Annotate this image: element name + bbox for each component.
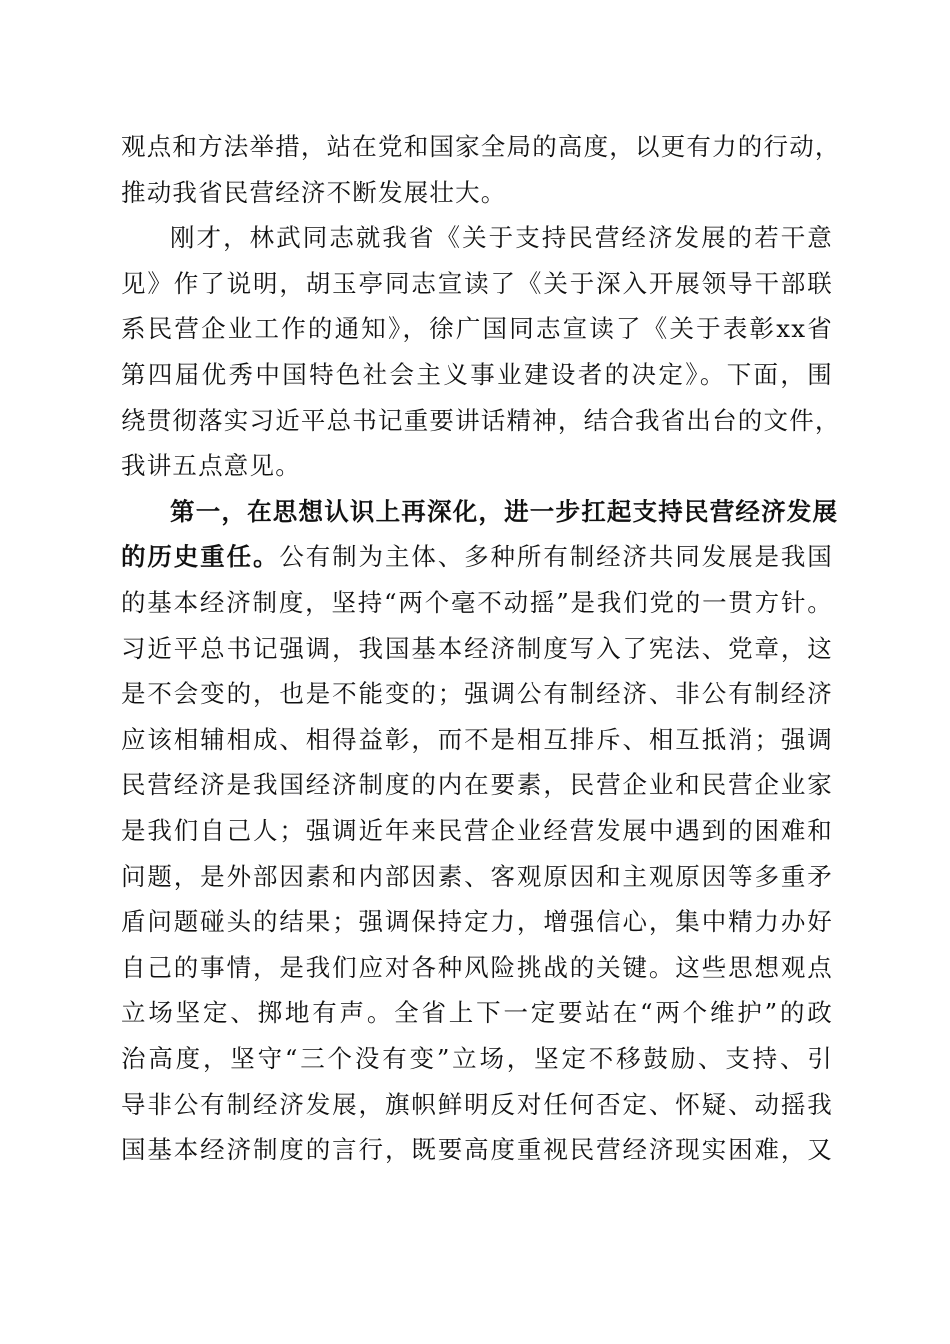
text-line — [121, 1089, 833, 1121]
body-text: 国基本经济制度的言行，既要高度重视民营经济现实困难，又 — [121, 1135, 833, 1164]
body-text: 民营经济是我国经济制度的内在要素，民营企业和民营企业家 — [121, 770, 833, 799]
text-line — [121, 1043, 833, 1075]
text-line — [121, 997, 833, 1029]
text-line — [121, 313, 833, 345]
body-text: 公有制为主体、多种所有制经济共同发展是我国 — [279, 542, 833, 571]
text-line — [121, 177, 507, 209]
text-line — [121, 724, 833, 756]
text-line — [121, 131, 841, 163]
text-line — [121, 769, 833, 801]
body-text: 系民营企业工作的通知》，徐广国同志宣读了《关于表彰xx省 — [121, 314, 833, 343]
text-line — [121, 952, 833, 984]
body-text: 应该相辅相成、相得益彰，而不是相互排斥、相互抵消；强调 — [121, 725, 833, 754]
text-line — [121, 405, 841, 437]
bold-heading-text: 第一，在思想认识上再深化，进一步扛起支持民营经济发展 — [170, 497, 839, 526]
body-text: 盾问题碰头的结果；强调保持定力，增强信心，集中精力办好 — [121, 907, 833, 936]
body-text: 治高度，坚守“三个没有变”立场，坚定不移鼓励、支持、引 — [121, 1044, 833, 1073]
body-text: 我讲五点意见。 — [121, 451, 301, 480]
text-line — [121, 541, 833, 573]
text-line — [121, 678, 833, 710]
body-text: 观点和方法举措，站在党和国家全局的高度，以更有力的行动， — [121, 132, 841, 161]
text-line — [121, 906, 833, 938]
body-text: 绕贯彻落实习近平总书记重要讲话精神，结合我省出台的文件， — [121, 406, 841, 435]
body-text: 导非公有制经济发展，旗帜鲜明反对任何否定、怀疑、动摇我 — [121, 1090, 833, 1119]
body-text: 是我们自己人；强调近年来民营企业经营发展中遇到的困难和 — [121, 816, 833, 845]
body-text: 是不会变的，也是不能变的；强调公有制经济、非公有制经济 — [121, 679, 833, 708]
body-text: 的基本经济制度，坚持“两个毫不动摇”是我们党的一贯方针。 — [121, 588, 833, 617]
bold-heading-text: 的历史重任。 — [121, 542, 280, 571]
text-line — [121, 359, 833, 391]
body-text: 刚才，林武同志就我省《关于支持民营经济发展的若干意 — [170, 223, 833, 252]
text-line — [121, 861, 833, 893]
text-line — [170, 496, 839, 528]
body-text: 推动我省民营经济不断发展壮大。 — [121, 178, 507, 207]
body-text: 第四届优秀中国特色社会主义事业建设者的决定》。下面，围 — [121, 360, 833, 389]
body-text: 问题，是外部因素和内部因素、客观原因和主观原因等多重矛 — [121, 862, 833, 891]
text-line — [121, 587, 833, 619]
text-line — [121, 633, 833, 665]
text-line — [170, 222, 833, 254]
text-line — [121, 450, 301, 482]
body-text: 自己的事情，是我们应对各种风险挑战的关键。这些思想观点 — [121, 953, 833, 982]
text-line — [121, 1134, 833, 1166]
text-line — [121, 815, 833, 847]
body-text: 习近平总书记强调，我国基本经济制度写入了宪法、党章，这 — [121, 634, 833, 663]
text-line — [121, 268, 833, 300]
body-text: 立场坚定、掷地有声。全省上下一定要站在“两个维护”的政 — [121, 998, 833, 1027]
body-text: 见》作了说明，胡玉亭同志宣读了《关于深入开展领导干部联 — [121, 269, 833, 298]
